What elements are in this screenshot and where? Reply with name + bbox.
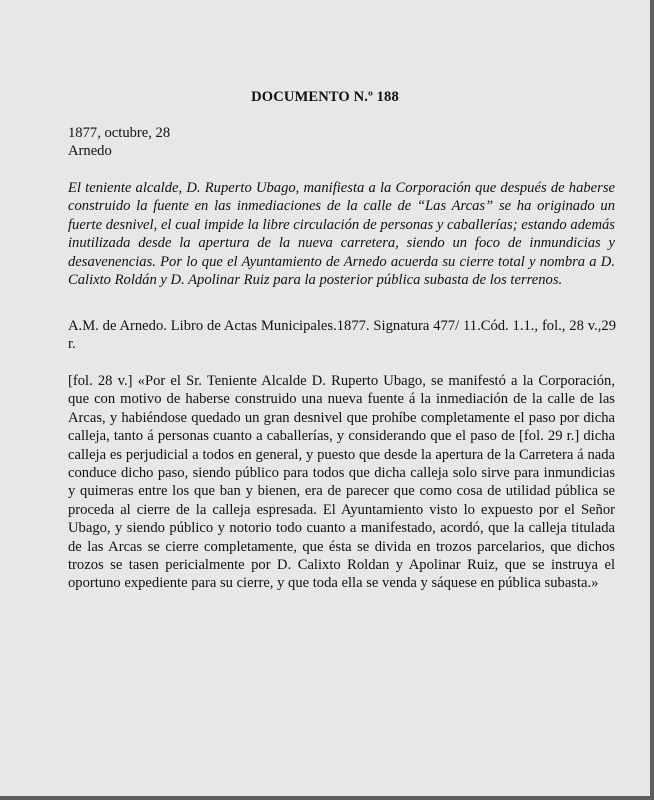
document-date: 1877, octubre, 28 xyxy=(68,125,171,141)
document-summary: El teniente alcalde, D. Ruperto Ubago, manifiesta a la Corporación que después de haberse construido la fuente en las inmediaciones de la calle de “Las Arcas” se ha originado un fuerte desnivel, el cual impide la libre circulación de personas y caballerías; estando además inutilizada desde la apertura de la nueva carretera, siendo un foco de inmundicias y desavenencias. Por lo que el Ayuntamiento de Arnedo acuerda su cierre total y nombra a D. Calixto Roldán y D. Apolinar Ruiz para la posterior pública subasta de los terrenos. xyxy=(68,180,615,289)
archival-source: A.M. de Arnedo. Libro de Actas Municipales.1877. Signatura 477/ 11.Cód. 1.1., fol., 28 v.,29 r. xyxy=(68,318,616,353)
document-place: Arnedo xyxy=(68,143,112,160)
document-title: DOCUMENTO N.º 188 xyxy=(251,89,399,105)
document-transcription: [fol. 28 v.] «Por el Sr. Teniente Alcalde D. Ruperto Ubago, se manifestó a la Corporación, que con motivo de haberse construido una nueva fuente á la inmediación de la calle de las Arcas, y habiéndose quedado un gran desnivel que prohíbe completamente el paso por dicha calleja, tanto á personas cuanto a caballerías, y considerando que el paso de [fol. 29 r.] dicha calleja es perjudicial a todos en general, y puesto que desde la apertura de la Carretera á nada conduce dicho paso, siendo público para todos que dicha calleja solo sirve para inmundicias y quimeras entre los que ban y bienen, era de parecer que como cosa de utilidad pública se proceda al cierre de la calleja espresada. El Ayuntamiento visto lo expuesto por el Señor Ubago, y siendo público y notorio todo cuanto a manifestado, acordó, que la calleja titulada de las Arcas se cierre completamente, que ésta se divida en trozos parcelarios, que dichos trozos se tasen pericialmente por D. Calixto Roldan y Apolinar Ruiz, que se instruya el oportuno expediente para su cierre, y que toda ella se venda y sáquese en pública subasta.» xyxy=(68,373,615,592)
document-header xyxy=(68,124,616,160)
